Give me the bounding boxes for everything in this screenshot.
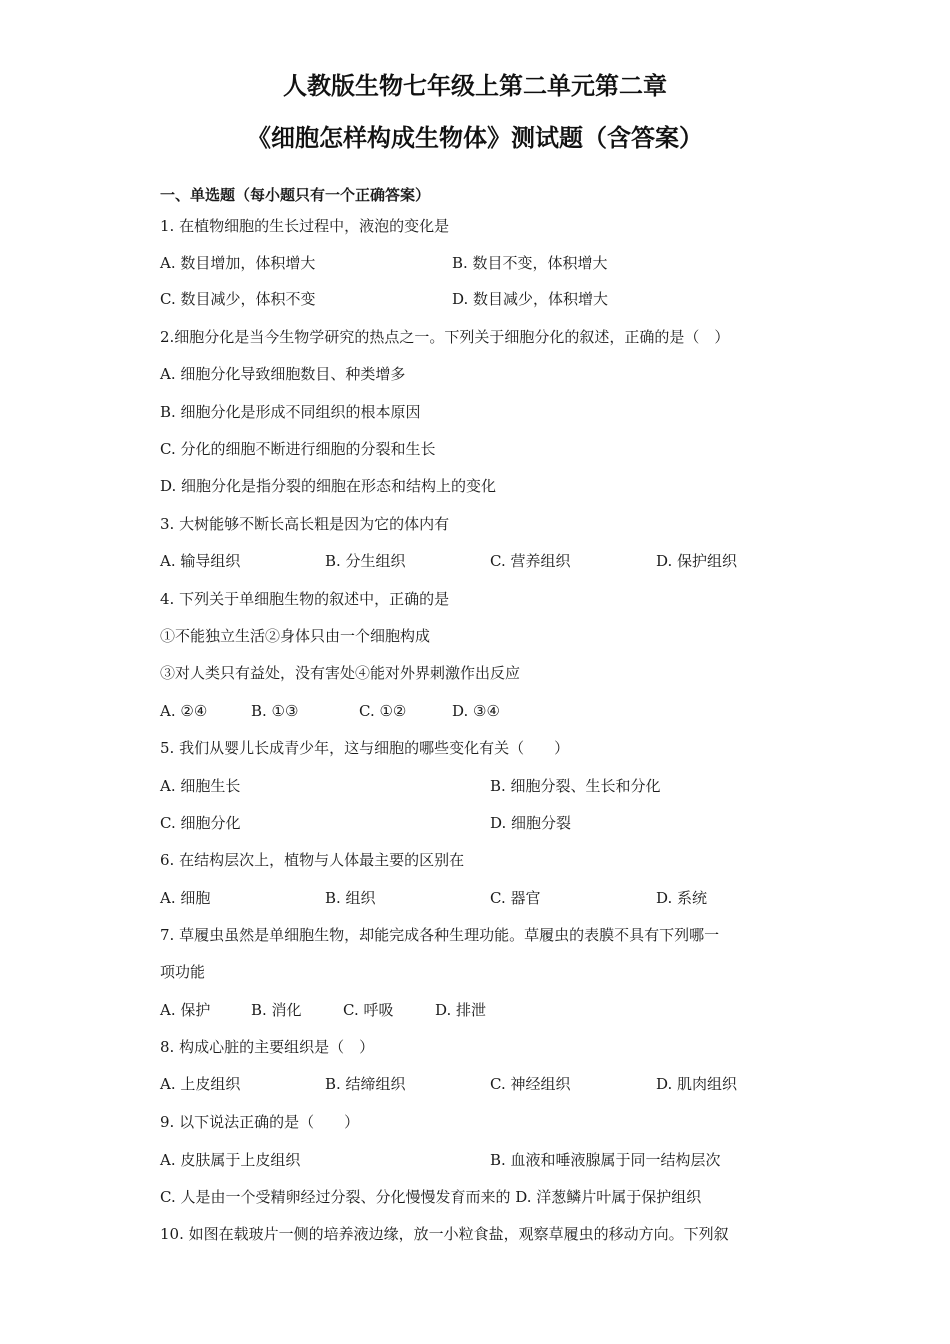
document-title-line-1: 人教版生物七年级上第二单元第二章 [283,72,667,100]
section-heading: 一、单选题（每小题只有一个正确答案） [160,186,431,204]
q7-option-a: A. 保护 [160,1001,211,1019]
q8-option-d: D. 肌肉组织 [656,1075,738,1093]
q4-option-a: A. ②④ [160,702,208,720]
q1-option-b: B. 数目不变，体积增大 [452,254,608,272]
q10-stem: 10. 如图在载玻片一侧的培养液边缘，放一小粒食盐，观察草履虫的移动方向。下列叙 [160,1225,729,1243]
q3-option-a: A. 输导组织 [160,552,241,570]
q8-stem: 8. 构成心脏的主要组织是（ ） [160,1038,375,1056]
q6-option-c: C. 器官 [490,889,541,907]
q7-stem-line-2: 项功能 [160,963,206,981]
q1-stem: 1. 在植物细胞的生长过程中，液泡的变化是 [160,217,450,235]
q5-stem: 5. 我们从婴儿长成青少年，这与细胞的哪些变化有关（ ） [160,739,570,757]
q2-option-a: A. 细胞分化导致细胞数目、种类增多 [160,365,406,383]
q3-option-b: B. 分生组织 [325,552,406,570]
q9-stem: 9. 以下说法正确的是（ ） [160,1113,360,1131]
q2-option-c: C. 分化的细胞不断进行细胞的分裂和生长 [160,440,436,458]
q9-option-c-d: C. 人是由一个受精卵经过分裂、分化慢慢发育而来的 D. 洋葱鳞片叶属于保护组织 [160,1188,702,1206]
q7-option-d: D. 排泄 [435,1001,487,1019]
q7-option-b: B. 消化 [251,1001,302,1019]
q6-option-a: A. 细胞 [160,889,211,907]
q6-option-d: D. 系统 [656,889,708,907]
q4-option-b: B. ①③ [251,702,299,720]
q1-option-c: C. 数目减少，体积不变 [160,290,316,308]
q5-option-c: C. 细胞分化 [160,814,241,832]
q7-stem-line-1: 7. 草履虫虽然是单细胞生物，却能完成各种生理功能。草履虫的表膜不具有下列哪一 [160,926,720,944]
q4-stem: 4. 下列关于单细胞生物的叙述中，正确的是 [160,590,450,608]
q2-option-b: B. 细胞分化是形成不同组织的根本原因 [160,403,421,421]
q5-option-b: B. 细胞分裂、生长和分化 [490,777,661,795]
q5-option-d: D. 细胞分裂 [490,814,572,832]
q5-option-a: A. 细胞生长 [160,777,241,795]
q7-option-c: C. 呼吸 [343,1001,394,1019]
q9-option-a: A. 皮肤属于上皮组织 [160,1151,301,1169]
q9-option-b: B. 血液和唾液腺属于同一结构层次 [490,1151,721,1169]
q4-statement-2: ③对人类只有益处，没有害处④能对外界刺激作出反应 [160,664,521,682]
q4-option-c: C. ①② [359,702,407,720]
q3-option-d: D. 保护组织 [656,552,738,570]
document-title-line-2: 《细胞怎样构成生物体》测试题（含答案） [247,124,703,152]
q3-option-c: C. 营养组织 [490,552,571,570]
q1-option-d: D. 数目减少，体积增大 [452,290,609,308]
q8-option-a: A. 上皮组织 [160,1075,241,1093]
q2-stem: 2.细胞分化是当今生物学研究的热点之一。下列关于细胞分化的叙述，正确的是（ ） [160,328,730,346]
q6-stem: 6. 在结构层次上，植物与人体最主要的区别在 [160,851,465,869]
q3-stem: 3. 大树能够不断长高长粗是因为它的体内有 [160,515,450,533]
q2-option-d: D. 细胞分化是指分裂的细胞在形态和结构上的变化 [160,477,497,495]
q1-option-a: A. 数目增加，体积增大 [160,254,316,272]
q8-option-b: B. 结缔组织 [325,1075,406,1093]
q6-option-b: B. 组织 [325,889,376,907]
q4-statement-1: ①不能独立生活②身体只由一个细胞构成 [160,627,431,645]
q4-option-d: D. ③④ [452,702,500,720]
q8-option-c: C. 神经组织 [490,1075,571,1093]
